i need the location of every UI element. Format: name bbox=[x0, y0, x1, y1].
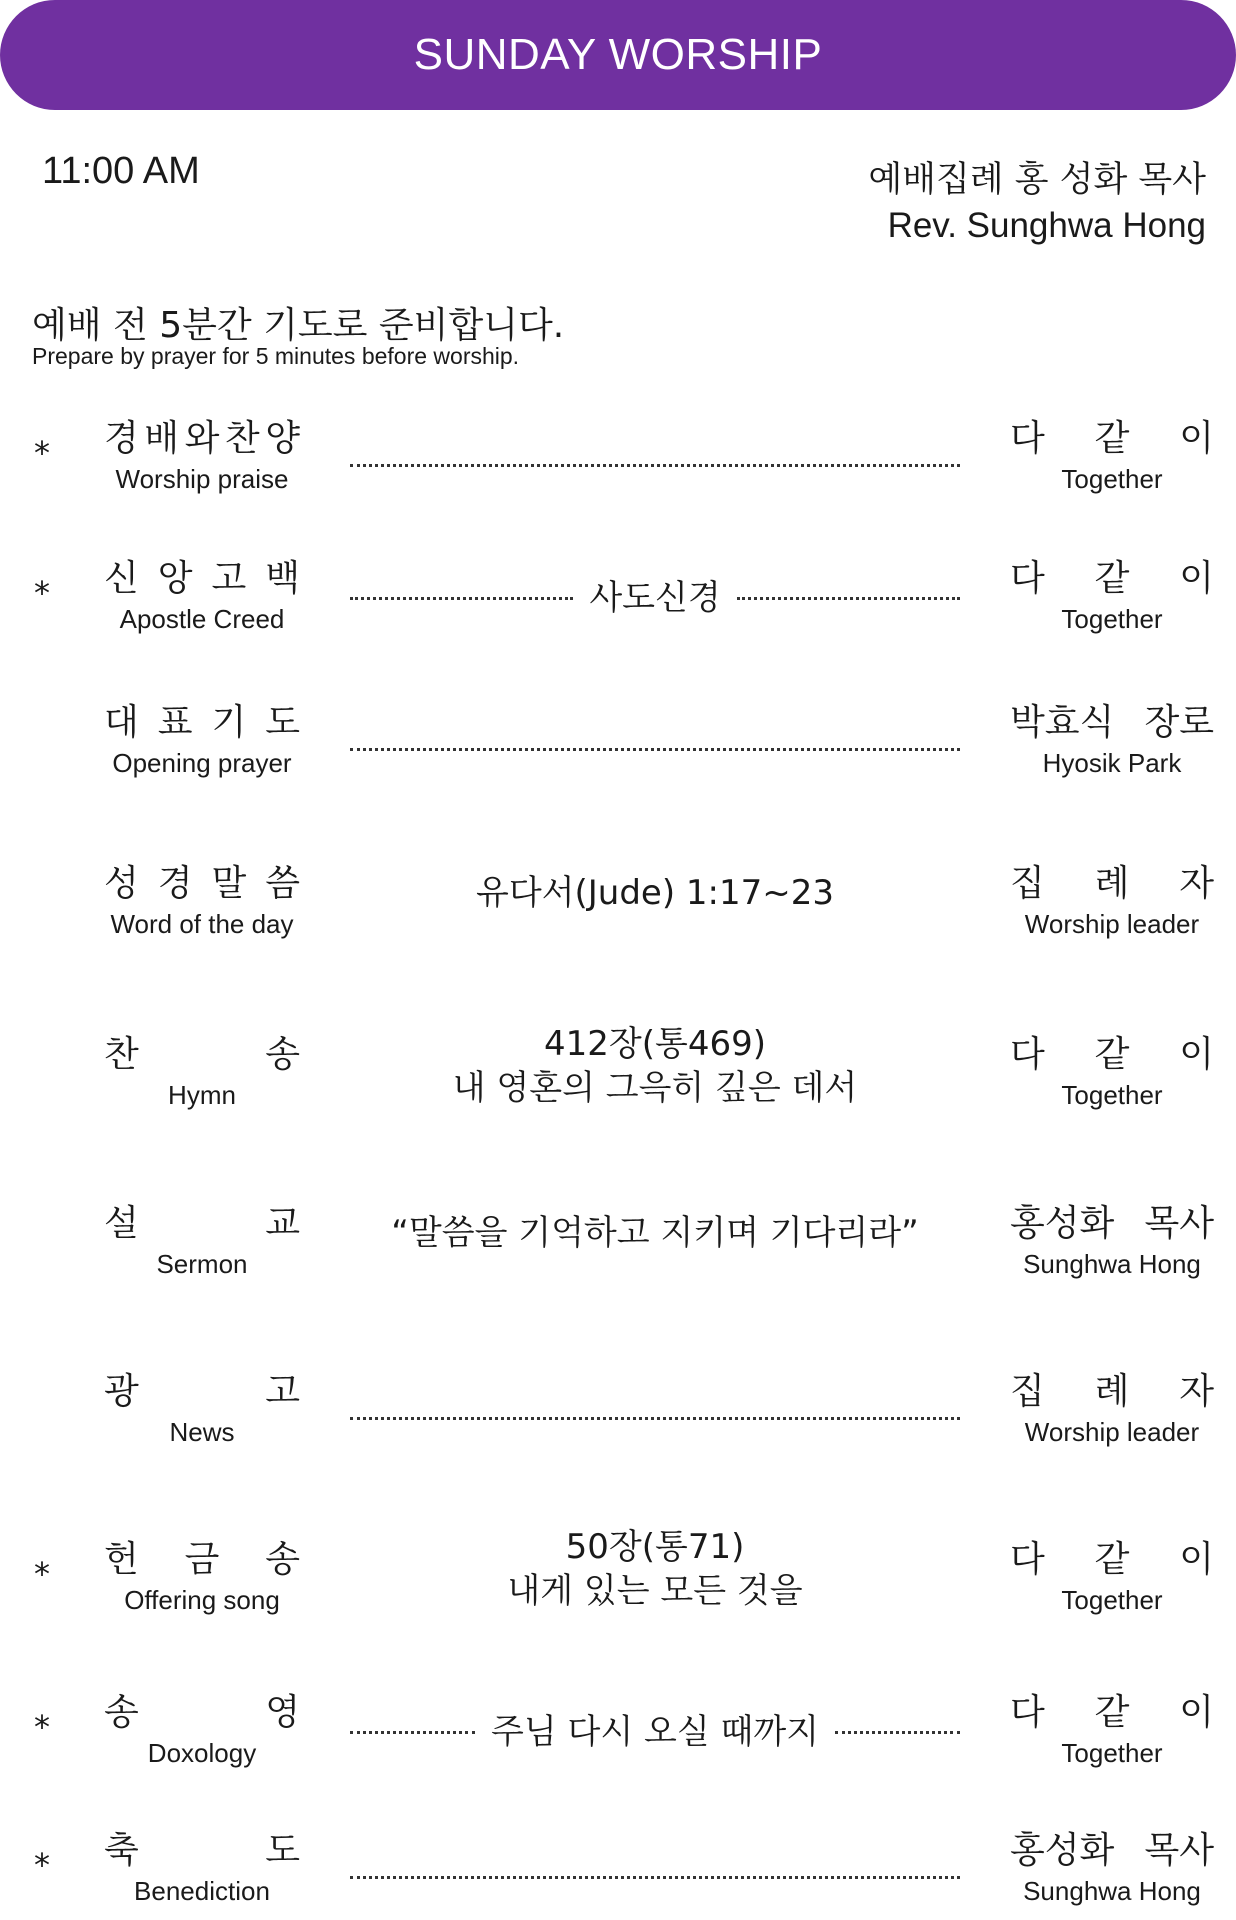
standing-marker: * bbox=[34, 1708, 50, 1746]
sermon-title: “말씀을 기억하고 지키며 기다리라” bbox=[391, 1213, 919, 1253]
item-name-en: Doxology bbox=[147, 1738, 257, 1768]
char: 광 bbox=[104, 1370, 139, 1412]
order-row-word-of-the-day bbox=[0, 855, 1236, 985]
header-title: SUNDAY WORSHIP bbox=[413, 30, 823, 79]
person-ko bbox=[1010, 855, 1214, 905]
char: 축 bbox=[104, 1829, 139, 1871]
char: 찬 bbox=[104, 1033, 139, 1075]
person-en: Worship leader bbox=[1024, 1417, 1200, 1447]
word: 장로 bbox=[1144, 701, 1214, 743]
char: 다 bbox=[1010, 417, 1045, 459]
char: 경 bbox=[157, 862, 193, 904]
hymn-number: 50장(통71) bbox=[565, 1527, 745, 1567]
char: 설 bbox=[104, 1202, 139, 1244]
person-en: Sunghwa Hong bbox=[1023, 1876, 1201, 1906]
person-en: Worship leader bbox=[1024, 909, 1200, 939]
standing-marker: * bbox=[34, 434, 50, 472]
item-name-en: Sermon bbox=[156, 1249, 248, 1279]
order-row-news bbox=[0, 1363, 1236, 1493]
word: 홍성화 bbox=[1010, 1829, 1115, 1871]
char: 헌 bbox=[104, 1538, 139, 1580]
person-ko bbox=[1010, 550, 1214, 600]
char: 영 bbox=[265, 1691, 300, 1733]
hymn-number: 412장(통469) bbox=[543, 1024, 766, 1064]
char: 고 bbox=[265, 1370, 300, 1412]
char: 도 bbox=[265, 1829, 300, 1871]
item-name-en: News bbox=[169, 1417, 235, 1447]
order-row-sermon bbox=[0, 1195, 1236, 1325]
standing-marker: * bbox=[34, 1846, 50, 1884]
dotted-leader-right bbox=[835, 1731, 960, 1734]
order-row-hymn bbox=[0, 1026, 1236, 1156]
item-name-en: Offering song bbox=[124, 1585, 280, 1615]
char: 자 bbox=[1179, 1370, 1214, 1412]
item-name-ko bbox=[104, 1195, 300, 1245]
item-name-en: Apostle Creed bbox=[119, 604, 285, 634]
word: 홍성화 bbox=[1010, 1202, 1115, 1244]
middle-text: 사도신경 bbox=[589, 577, 721, 618]
dotted-leader bbox=[350, 424, 960, 467]
char: 백 bbox=[265, 557, 300, 599]
char: 송 bbox=[265, 1033, 300, 1075]
char: 고 bbox=[211, 557, 247, 599]
prep-note-en: Prepare by prayer for 5 minutes before worship. bbox=[32, 343, 520, 369]
person-en: Together bbox=[1061, 464, 1163, 494]
order-row-offering-song bbox=[0, 1527, 1236, 1661]
item-name-en: Hymn bbox=[168, 1080, 236, 1110]
person-en: Together bbox=[1061, 1080, 1163, 1110]
char: 대 bbox=[104, 701, 139, 743]
standing-marker: * bbox=[34, 1555, 50, 1593]
char: 이 bbox=[1179, 1538, 1214, 1580]
char: 같 bbox=[1094, 1033, 1130, 1075]
char: 다 bbox=[1010, 1691, 1045, 1733]
person-ko bbox=[1010, 1026, 1214, 1076]
char: 이 bbox=[1179, 417, 1214, 459]
item-name-ko bbox=[104, 410, 300, 460]
char: 다 bbox=[1010, 1033, 1045, 1075]
offering-hymn-info bbox=[350, 1525, 960, 1613]
item-name-ko bbox=[104, 855, 300, 905]
dotted-leader-with-text bbox=[350, 564, 960, 624]
item-name-ko bbox=[104, 1363, 300, 1413]
item-name-ko bbox=[104, 1531, 300, 1581]
dotted-leader-right bbox=[737, 597, 960, 600]
char: 도 bbox=[265, 701, 300, 743]
order-row-worship-praise bbox=[0, 410, 1236, 540]
person-ko bbox=[1010, 1363, 1214, 1413]
item-name-ko bbox=[104, 1026, 300, 1076]
person-en: Sunghwa Hong bbox=[1023, 1249, 1201, 1279]
person-en: Together bbox=[1061, 1585, 1163, 1615]
person-en: Hyosik Park bbox=[1042, 748, 1182, 778]
hymn-title: 내 영혼의 그윽히 깊은 데서 bbox=[452, 1068, 858, 1108]
item-name-ko bbox=[104, 1684, 300, 1734]
char: 자 bbox=[1179, 862, 1214, 904]
officiant-en: Rev. Sunghwa Hong bbox=[887, 206, 1206, 245]
char: 다 bbox=[1010, 557, 1045, 599]
dotted-leader bbox=[350, 1377, 960, 1420]
person-ko bbox=[1010, 1531, 1214, 1581]
char: 례 bbox=[1094, 862, 1130, 904]
char: 와 bbox=[184, 417, 220, 459]
char: 집 bbox=[1010, 862, 1045, 904]
char: 이 bbox=[1179, 557, 1214, 599]
char: 같 bbox=[1094, 1691, 1130, 1733]
person-ko bbox=[1010, 1195, 1214, 1245]
order-row-benediction bbox=[0, 1822, 1236, 1920]
char: 신 bbox=[104, 557, 139, 599]
char: 앙 bbox=[157, 557, 193, 599]
char: 송 bbox=[104, 1691, 139, 1733]
char: 다 bbox=[1010, 1538, 1045, 1580]
person-en: Together bbox=[1061, 1738, 1163, 1768]
prep-note-ko: 예배 전 5분간 기도로 준비합니다. bbox=[32, 305, 565, 346]
item-name-ko bbox=[104, 694, 300, 744]
person-ko bbox=[1010, 694, 1214, 744]
hymn-title: 내게 있는 모든 것을 bbox=[507, 1571, 803, 1611]
char: 기 bbox=[211, 701, 247, 743]
char: 성 bbox=[104, 862, 139, 904]
person-ko bbox=[1010, 1684, 1214, 1734]
char: 배 bbox=[144, 417, 180, 459]
char: 같 bbox=[1094, 557, 1130, 599]
char: 말 bbox=[211, 862, 247, 904]
officiant-block bbox=[868, 158, 1206, 248]
char: 같 bbox=[1094, 1538, 1130, 1580]
person-en: Together bbox=[1061, 604, 1163, 634]
char: 경 bbox=[104, 417, 139, 459]
word: 박효식 bbox=[1010, 701, 1115, 743]
service-time: 11:00 AM bbox=[42, 150, 200, 192]
item-name-en: Opening prayer bbox=[112, 748, 292, 778]
scripture-reference: 유다서(Jude) 1:17~23 bbox=[475, 873, 835, 913]
hymn-info bbox=[350, 1022, 960, 1110]
item-name-en: Word of the day bbox=[110, 909, 294, 939]
char: 씀 bbox=[265, 862, 300, 904]
item-name-ko bbox=[104, 1822, 300, 1872]
char: 이 bbox=[1179, 1033, 1214, 1075]
standing-marker: * bbox=[34, 574, 50, 612]
item-name-en: Benediction bbox=[134, 1876, 270, 1906]
char: 표 bbox=[157, 701, 193, 743]
char: 례 bbox=[1094, 1370, 1130, 1412]
dotted-leader bbox=[350, 708, 960, 751]
dotted-leader-left bbox=[350, 1731, 475, 1734]
header-banner bbox=[0, 0, 1236, 110]
char: 교 bbox=[265, 1202, 300, 1244]
char: 찬 bbox=[224, 417, 260, 459]
dotted-leader-left bbox=[350, 597, 573, 600]
officiant-ko: 예배집례 홍 성화 목사 bbox=[868, 160, 1206, 200]
person-ko bbox=[1010, 410, 1214, 460]
word: 목사 bbox=[1144, 1829, 1214, 1871]
char: 이 bbox=[1179, 1691, 1214, 1733]
order-row-doxology bbox=[0, 1684, 1236, 1814]
item-name-en: Worship praise bbox=[115, 464, 289, 494]
dotted-leader bbox=[350, 1836, 960, 1879]
item-name-ko bbox=[104, 550, 300, 600]
dotted-leader-with-text bbox=[350, 1698, 960, 1758]
char: 집 bbox=[1010, 1370, 1045, 1412]
person-ko bbox=[1010, 1822, 1214, 1872]
char: 같 bbox=[1094, 417, 1130, 459]
word: 목사 bbox=[1144, 1202, 1214, 1244]
char: 양 bbox=[265, 417, 300, 459]
middle-text: 주님 다시 오실 때까지 bbox=[490, 1711, 820, 1752]
char: 금 bbox=[184, 1538, 220, 1580]
char: 송 bbox=[265, 1538, 300, 1580]
order-row-opening-prayer bbox=[0, 694, 1236, 824]
order-row-apostle-creed bbox=[0, 550, 1236, 680]
